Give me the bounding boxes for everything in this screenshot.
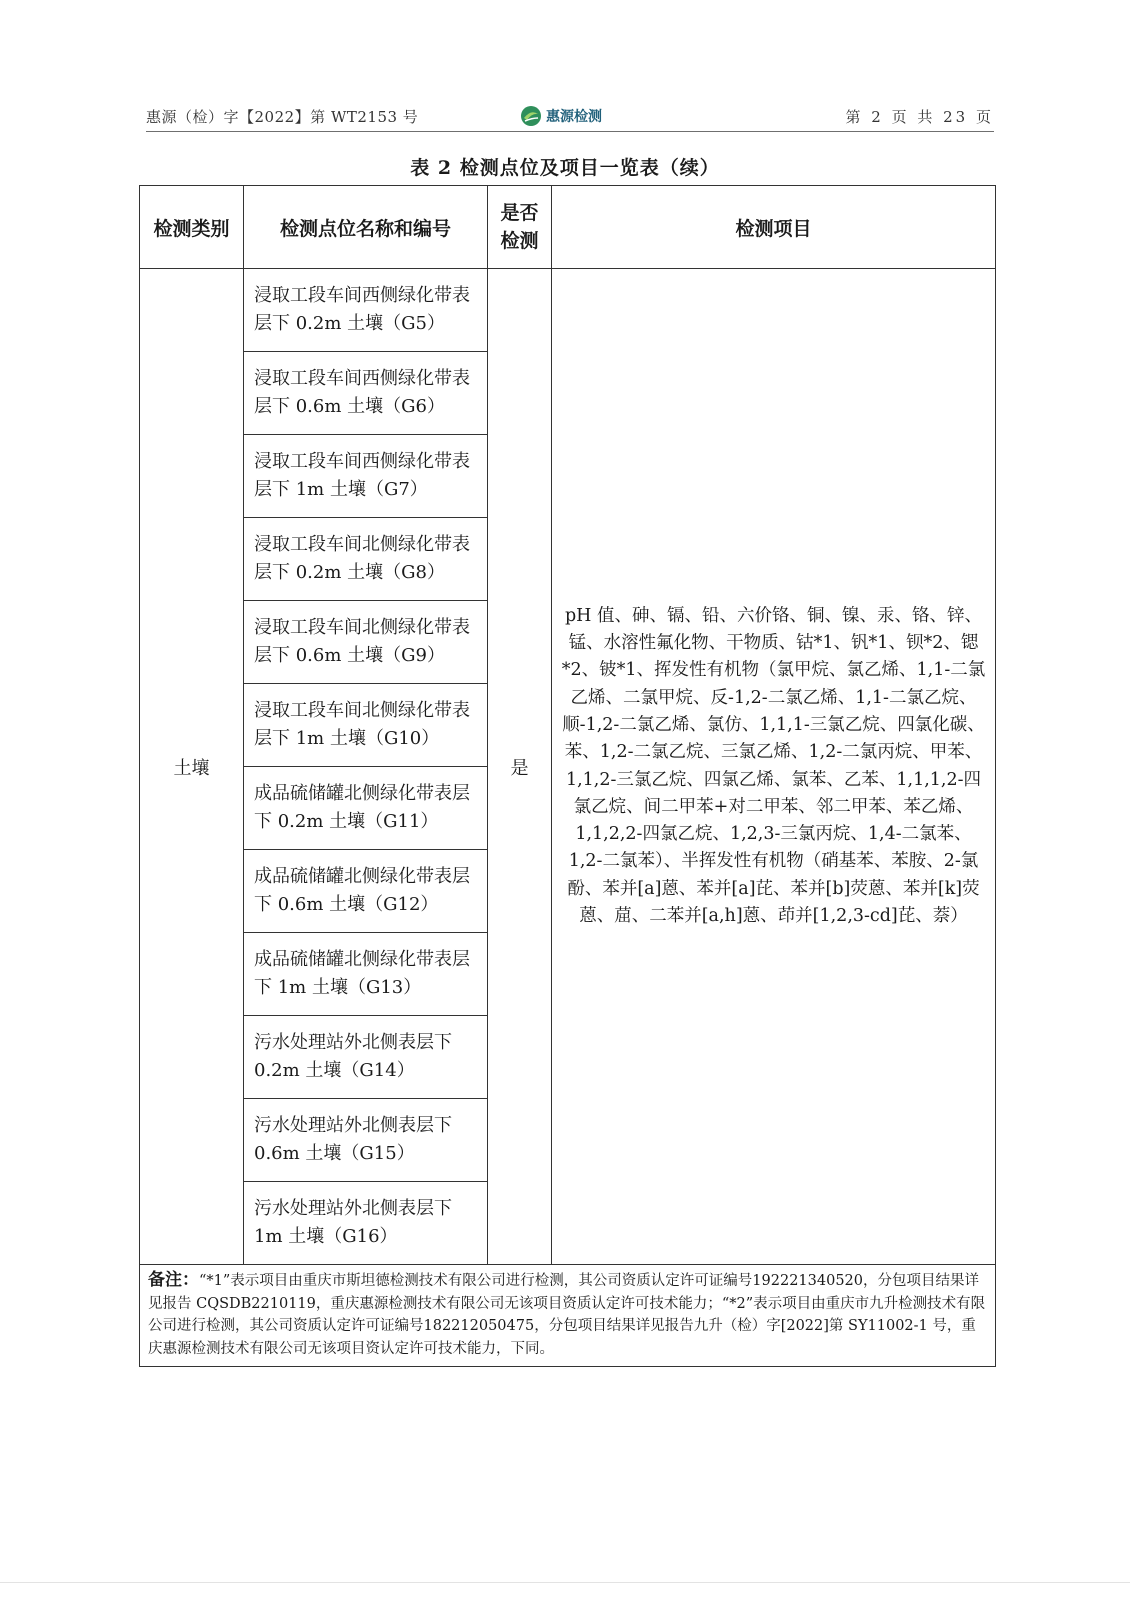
detected-cell: 是 [488,269,552,1265]
page-number: 第 2 页 共 23 页 [845,108,994,126]
detection-table [139,185,996,1367]
note-row [140,1265,996,1367]
location-text: 浸取工段车间西侧绿化带表层下 0.6m 土壤（G6） [254,368,470,417]
note-label: 备注： [148,1270,199,1290]
items-cell: pH 值、砷、镉、铅、六价铬、铜、镍、汞、铬、锌、锰、水溶性氟化物、干物质、钴*1、钒*1、钡*2、锶*2、铍*1、挥发性有机物（氯甲烷、氯乙烯、1,1-二氯乙烯、二氯甲烷、反-1,2-二氯乙烯、1,1-二氯乙烷、顺-1,2-二氯乙烯、氯仿、1,1,1-三氯乙烷、四氯化碳、苯、1,2-二氯乙烷、三氯乙烯、1,2-二氯丙烷、甲苯、1,1,2-三氯乙烷、四氯乙烯、氯苯、乙苯、1,1,1,2-四氯乙烷、间二甲苯+对二甲苯、邻二甲苯、苯乙烯、1,1,2,2-四氯乙烷、1,2,3-三氯丙烷、1,4-二氯苯、1,2-二氯苯）、半挥发性有机物（硝基苯、苯胺、2-氯酚、苯并[a]蒽、苯并[a]芘、苯并[b]荧蒽、苯并[k]荧蒽、䓛、二苯并[a,h]蒽、茚并[1,2,3-cd]芘、萘） [552,269,996,1265]
report-number: 惠源（检）字【2022】第 WT2153 号 [146,108,419,126]
col-header-location: 检测点位名称和编号 [244,186,488,269]
note-cell [140,1265,996,1367]
location-text: 污水处理站外北侧表层下 1m 土壤（G16） [254,1198,452,1247]
page-bottom-line [0,1582,1130,1583]
location-cell [244,684,488,767]
location-text: 污水处理站外北侧表层下 0.6m 土壤（G15） [254,1115,452,1164]
col-header-detected [488,186,552,269]
location-text: 污水处理站外北侧表层下 0.2m 土壤（G14） [254,1032,452,1081]
location-cell [244,601,488,684]
location-text: 成品硫储罐北侧绿化带表层下 0.2m 土壤（G11） [254,783,470,832]
location-cell [244,435,488,518]
location-cell [244,850,488,933]
location-cell [244,518,488,601]
logo-text: 惠源检测 [546,109,602,125]
col-header-detected-text: 是否检测 [500,202,539,252]
location-text: 浸取工段车间西侧绿化带表层下 0.2m 土壤（G5） [254,285,470,334]
location-cell [244,269,488,352]
location-text: 成品硫储罐北侧绿化带表层下 0.6m 土壤（G12） [254,866,470,915]
page-header [146,104,994,130]
location-text: 成品硫储罐北侧绿化带表层下 1m 土壤（G13） [254,949,470,998]
location-cell [244,767,488,850]
location-text: 浸取工段车间北侧绿化带表层下 0.6m 土壤（G9） [254,617,470,666]
col-header-category: 检测类别 [140,186,244,269]
company-logo [520,104,602,128]
category-cell: 土壤 [140,269,244,1265]
note-text: “*1”表示项目由重庆市斯坦德检测技术有限公司进行检测，其公司资质认定许可证编号192221340520，分包项目结果详见报告 CQSDB2210119，重庆惠源检测技术有限公司无该项目资质认定许可技术能力；“*2”表示项目由重庆市九升检测技术有限公司进行检测，其公司资质认定许可证编号182212050475，分包项目结果详见报告九升（检）字[2022]第 SY11002-1 号，重庆惠源检测技术有限公司无该项目资认定许可技术能力，下同。 [148,1273,986,1357]
table-row [140,269,996,352]
table-title: 表 2 检测点位及项目一览表（续） [410,157,720,179]
location-cell [244,933,488,1016]
location-cell [244,1016,488,1099]
location-cell [244,352,488,435]
header-divider [146,131,994,132]
logo-icon [520,105,542,127]
table-header-row [140,186,996,269]
location-text: 浸取工段车间北侧绿化带表层下 0.2m 土壤（G8） [254,534,470,583]
location-cell [244,1182,488,1265]
col-header-items: 检测项目 [552,186,996,269]
location-cell [244,1099,488,1182]
location-text: 浸取工段车间西侧绿化带表层下 1m 土壤（G7） [254,451,470,500]
location-text: 浸取工段车间北侧绿化带表层下 1m 土壤（G10） [254,700,470,749]
